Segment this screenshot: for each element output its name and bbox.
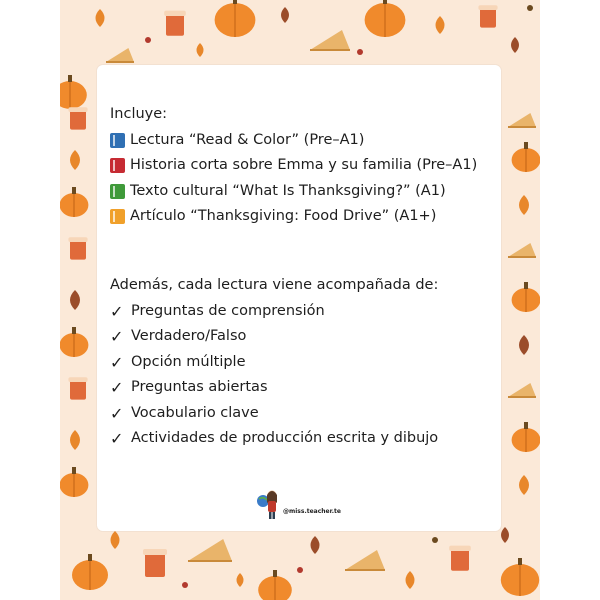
- include-item-text: Lectura “Read & Color” (Pre–A1): [130, 131, 365, 148]
- pie-slice-icon: [310, 30, 350, 50]
- berry-icon: [432, 537, 438, 543]
- feature-item: [110, 401, 495, 427]
- feature-item: [110, 299, 495, 325]
- instagram-handle: @miss.teacher.te: [283, 508, 341, 515]
- latte-cup-icon: [70, 240, 86, 259]
- feature-item: [110, 350, 495, 376]
- leaf-icon: [519, 195, 529, 215]
- leaf-icon: [406, 571, 415, 589]
- include-item: [110, 204, 495, 230]
- include-item: [110, 128, 495, 154]
- include-item-text: Texto cultural “What Is Thanksgiving?” (A1): [130, 182, 446, 199]
- feature-item: [110, 324, 495, 350]
- leaf-icon: [70, 150, 80, 170]
- feature-item-text: Opción múltiple: [131, 353, 246, 370]
- berry-icon: [182, 582, 188, 588]
- berry-icon: [357, 49, 363, 55]
- latte-cup-icon: [166, 14, 184, 36]
- checkmark-icon: ✓: [110, 403, 124, 423]
- leaf-icon: [501, 527, 509, 543]
- leaf-icon: [197, 43, 204, 57]
- leaf-icon: [96, 9, 105, 27]
- checkmark-icon: ✓: [110, 327, 124, 346]
- features-heading: Además, cada lectura viene acompañada de:: [110, 277, 439, 293]
- green-book-icon: [110, 184, 125, 199]
- feature-item-text: Vocabulario clave: [131, 404, 259, 421]
- latte-cup-icon: [70, 380, 86, 399]
- feature-item-text: Actividades de producción escrita y dibujo: [131, 430, 439, 446]
- pie-slice-icon: [508, 383, 536, 397]
- include-item: [110, 179, 495, 205]
- leaf-icon: [237, 573, 244, 587]
- includes-section: [110, 102, 495, 230]
- checkmark-icon: ✓: [110, 378, 124, 397]
- content-card: [97, 65, 501, 531]
- orange-book-icon: [110, 209, 125, 224]
- pumpkin-icon: [60, 81, 87, 109]
- leaf-icon: [70, 290, 80, 310]
- pie-slice-icon: [106, 48, 134, 62]
- feature-item: [110, 375, 495, 401]
- leaf-icon: [519, 475, 529, 495]
- checkmark-icon: ✓: [110, 352, 124, 372]
- feature-item: [110, 426, 495, 452]
- include-item: [110, 153, 495, 179]
- footer: [97, 485, 501, 525]
- leaf-icon: [281, 7, 289, 23]
- latte-cup-icon: [480, 8, 496, 27]
- leaf-icon: [70, 430, 80, 450]
- autumn-pattern-frame: [60, 0, 540, 600]
- latte-cup-icon: [451, 549, 469, 571]
- latte-cup-icon: [145, 553, 165, 577]
- include-item-text: Historia corta sobre Emma y su familia (Pre–A1): [130, 157, 478, 173]
- teacher-avatar-icon: [256, 487, 280, 521]
- red-book-icon: [110, 158, 125, 173]
- features-section: [110, 273, 495, 452]
- include-item-text: Artículo “Thanksgiving: Food Drive” (A1+): [130, 208, 437, 224]
- feature-item-text: Verdadero/Falso: [131, 328, 247, 344]
- leaf-icon: [511, 37, 519, 53]
- checkmark-icon: ✓: [110, 301, 124, 321]
- pie-slice-icon: [345, 550, 385, 570]
- berry-icon: [527, 5, 533, 11]
- blue-book-icon: [110, 133, 125, 148]
- feature-item-text: Preguntas abiertas: [131, 379, 268, 395]
- feature-item-text: Preguntas de comprensión: [131, 302, 325, 319]
- pie-slice-icon: [508, 243, 536, 257]
- pie-slice-icon: [508, 113, 536, 127]
- leaf-icon: [111, 531, 120, 549]
- leaf-icon: [311, 536, 320, 554]
- berry-icon: [297, 567, 303, 573]
- leaf-icon: [436, 16, 445, 34]
- includes-heading: Incluye:: [110, 106, 168, 122]
- leaf-icon: [519, 335, 529, 355]
- berry-icon: [145, 37, 151, 43]
- pie-slice-icon: [188, 539, 232, 561]
- latte-cup-icon: [70, 110, 86, 129]
- checkmark-icon: ✓: [110, 429, 124, 448]
